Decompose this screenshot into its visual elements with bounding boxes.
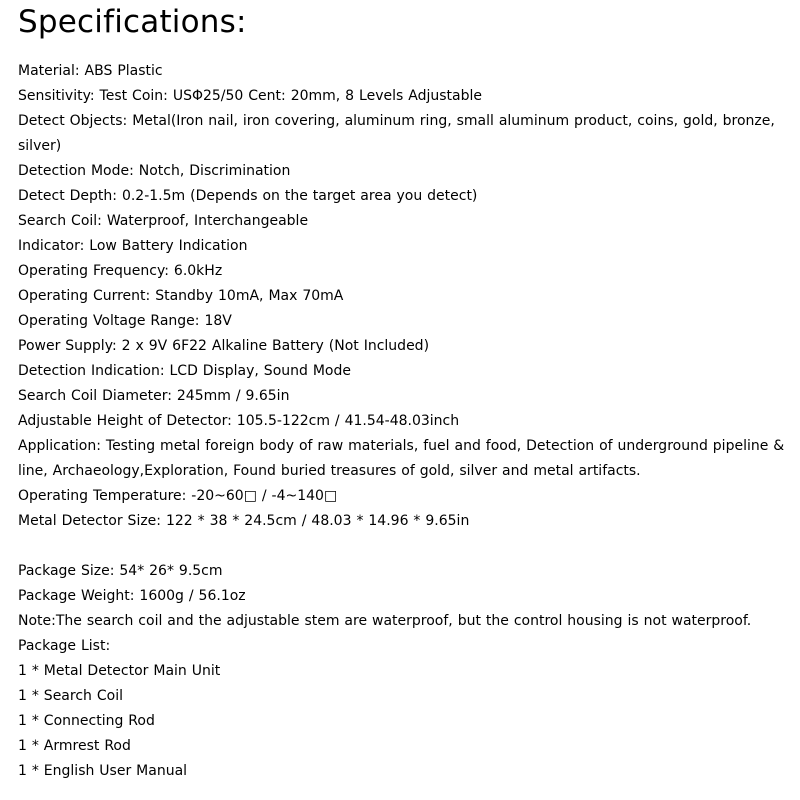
spec-search-coil: Search Coil: Waterproof, Interchangeable <box>18 213 309 229</box>
package-list-heading: Package List: <box>18 638 111 654</box>
page-title: Specifications: <box>18 4 247 40</box>
spec-power-supply: Power Supply: 2 x 9V 6F22 Alkaline Battery (Not Included) <box>18 338 430 354</box>
package-note: Note:The search coil and the adjustable stem are waterproof, but the control housing is not waterproof. <box>18 613 752 629</box>
spec-adjustable-height: Adjustable Height of Detector: 105.5-122cm / 41.54-48.03inch <box>18 413 460 429</box>
spec-lines <box>18 59 788 784</box>
spec-detection-indication: Detection Indication: LCD Display, Sound Mode <box>18 363 351 379</box>
spec-material: Material: ABS Plastic <box>18 63 163 79</box>
package-size: Package Size: 54* 26* 9.5cm <box>18 563 223 579</box>
spec-indicator: Indicator: Low Battery Indication <box>18 238 248 254</box>
package-item-search-coil: 1 * Search Coil <box>18 688 123 704</box>
spec-operating-voltage: Operating Voltage Range: 18V <box>18 313 232 329</box>
spec-application: Application: Testing metal foreign body of raw materials, fuel and food, Detection of underground pipeline & line, Archaeology,Exploration, Found buried treasures of gold, silver and metal artifacts. <box>18 438 785 479</box>
package-item-armrest-rod: 1 * Armrest Rod <box>18 738 131 754</box>
spec-detection-mode: Detection Mode: Notch, Discrimination <box>18 163 291 179</box>
spec-operating-frequency: Operating Frequency: 6.0kHz <box>18 263 223 279</box>
package-weight: Package Weight: 1600g / 56.1oz <box>18 588 246 604</box>
package-item-user-manual: 1 * English User Manual <box>18 763 188 779</box>
spec-detector-size: Metal Detector Size: 122 * 38 * 24.5cm / 48.03 * 14.96 * 9.65in <box>18 513 470 529</box>
spec-operating-temperature: Operating Temperature: -20~60□ / -4~140□ <box>18 488 338 504</box>
spec-operating-current: Operating Current: Standby 10mA, Max 70mA <box>18 288 344 304</box>
blank-spacer <box>18 534 788 559</box>
package-item-main-unit: 1 * Metal Detector Main Unit <box>18 663 221 679</box>
spec-sensitivity: Sensitivity: Test Coin: USΦ25/50 Cent: 20mm, 8 Levels Adjustable <box>18 88 482 104</box>
spec-detect-depth: Detect Depth: 0.2-1.5m (Depends on the target area you detect) <box>18 188 478 204</box>
spec-search-coil-diameter: Search Coil Diameter: 245mm / 9.65in <box>18 388 290 404</box>
spec-detect-objects: Detect Objects: Metal(Iron nail, iron covering, aluminum ring, small aluminum product, coins, gold, bronze, silver) <box>18 113 775 154</box>
package-item-connecting-rod: 1 * Connecting Rod <box>18 713 155 729</box>
